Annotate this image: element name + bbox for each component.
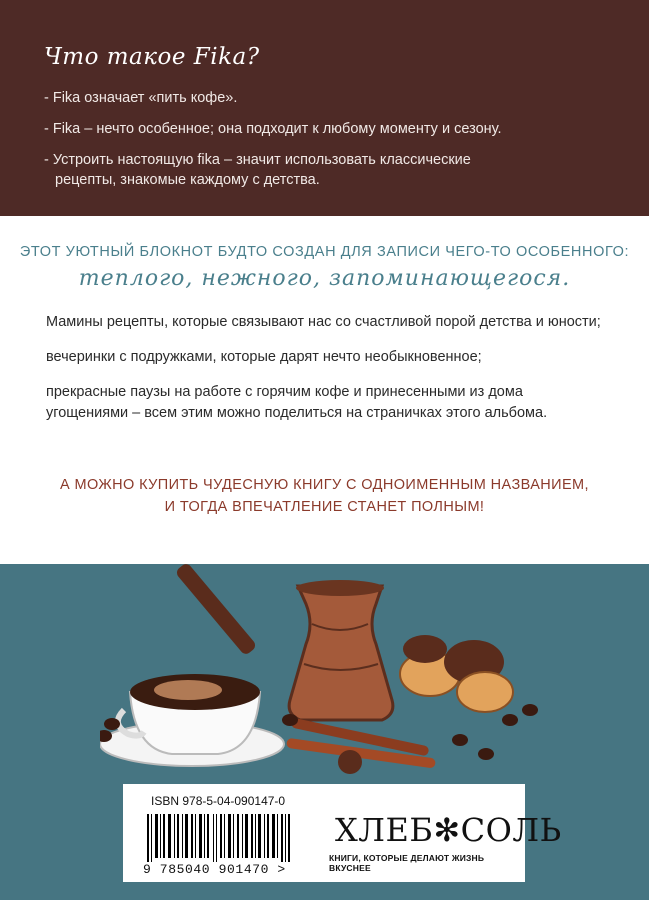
description-body: [46, 312, 606, 438]
barcode-digits: 9 785040 901470 >: [143, 862, 286, 877]
barcode-bars: [147, 814, 293, 862]
isbn-number: ISBN 978-5-04-090147-0: [151, 794, 286, 808]
fika-item-2: - Fika – нечто особенное; она подходит к любому моменту и сезону.: [44, 121, 502, 137]
paragraph-breaks: прекрасные паузы на работе с горячим кофе и принесенными из дома угощениями – всем этим можно поделиться на страничках этого альбома.: [46, 384, 548, 421]
star-anise: [338, 750, 362, 774]
fika-item-3-line-1: - Устроить настоящую fika – значит использовать классические: [44, 152, 471, 168]
coffee-bean: [104, 718, 120, 730]
turka-handle: [175, 564, 258, 656]
publisher-tagline: КНИГИ, КОТОРЫЕ ДЕЛАЮТ ЖИЗНЬ ВКУСНЕЕ: [329, 853, 485, 873]
notebook-caps-line: ЭТОТ УЮТНЫЙ БЛОКНОТ БУДТО СОЗДАН ДЛЯ ЗАПИСИ ЧЕГО-ТО ОСОБЕННОГО:: [19, 244, 630, 260]
book-promo: [0, 474, 649, 518]
fika-item-1: - Fika означает «пить кофе».: [44, 90, 238, 106]
description-panel: [0, 216, 649, 564]
publisher-logo: ХЛЕБ✻СОЛЬ: [335, 811, 562, 849]
notebook-script-line: теплого, нежного, запоминающегося.: [78, 266, 571, 291]
illustration-panel: [0, 564, 649, 900]
book-promo-line-1: А МОЖНО КУПИТЬ ЧУДЕСНУЮ КНИГУ С ОДНОИМЕННЫМ НАЗВАНИЕМ,: [60, 477, 589, 493]
top-info-panel: [0, 0, 649, 216]
fika-heading: Что такое Fika?: [44, 44, 260, 70]
book-promo-line-2: И ТОГДА ВПЕЧАТЛЕНИЕ СТАНЕТ ПОЛНЫМ!: [164, 499, 485, 515]
fika-list: [44, 88, 624, 201]
turka-pot: [289, 586, 393, 720]
paragraph-recipes: Мамины рецепты, которые связывают нас со счастливой порой детства и юности;: [46, 314, 601, 330]
meringue: [457, 672, 513, 712]
barcode-label: [123, 784, 562, 882]
turka-rim: [296, 580, 384, 596]
coffee-illustration: [100, 564, 560, 790]
fika-item-3-line-2: рецепты, знакомые каждому с детства.: [55, 172, 320, 188]
fika-item-3: [44, 150, 624, 190]
paragraph-parties: вечеринки с подружками, которые дарят нечто необыкновенное;: [46, 349, 482, 365]
